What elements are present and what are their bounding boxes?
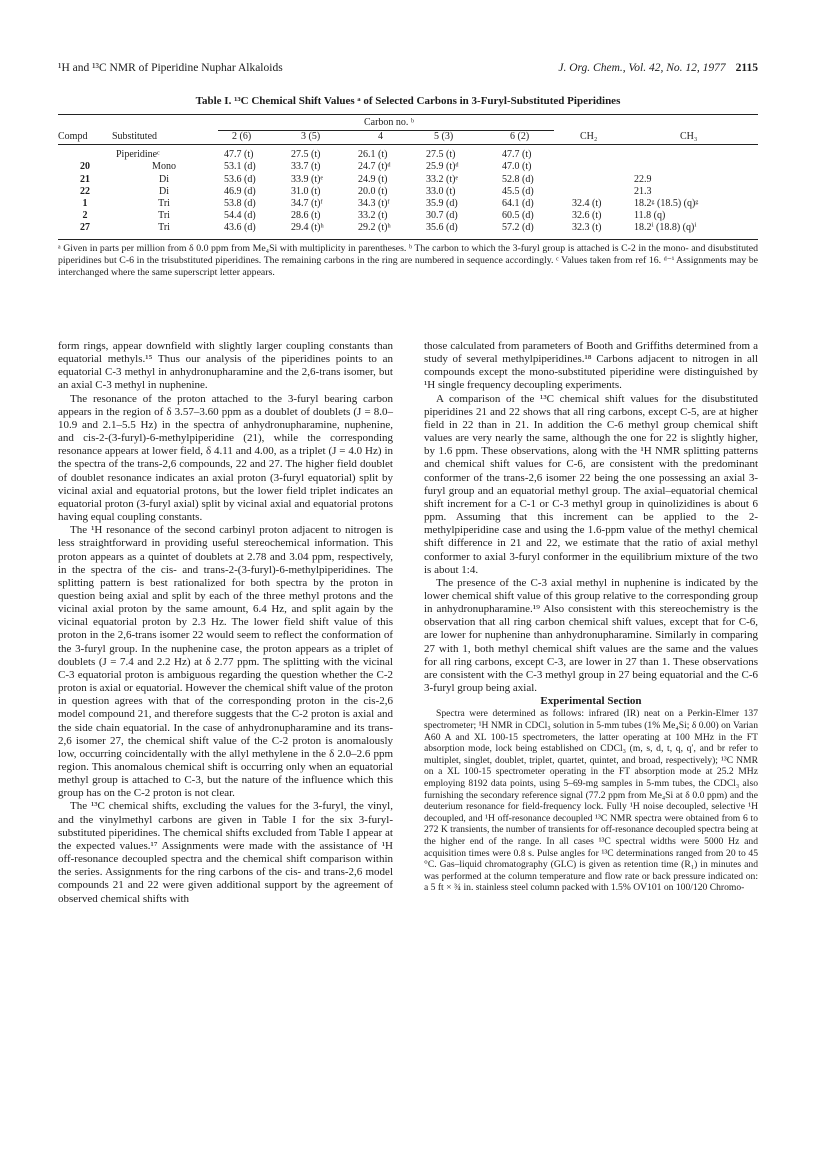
table-cell: 34.7 (t)ᶠ (291, 197, 323, 209)
row-label: Piperidineᶜ (116, 149, 160, 161)
right-column (424, 340, 758, 894)
table-cell: 29.2 (t)ʰ (358, 222, 391, 234)
table-cell: 43.6 (d) (224, 222, 256, 234)
table-cell: 47.7 (t) (224, 149, 254, 161)
table-subheader-row (58, 117, 758, 131)
table-cell: 35.6 (d) (426, 222, 458, 234)
table-cell: 25.9 (t)ᵈ (426, 161, 459, 173)
table-cell: 26.1 (t) (358, 149, 388, 161)
paragraph: The presence of the C-3 axial methyl in nuphenine is indicated by the lower chemical shift value of this group relative to the corresponding group in anhydronupharamine.¹⁹ Also consistent with this stereochemistry is the observation that all ring carbon chemical shift values, except that for C-6, are lower for nuphenine than anhydronupharamine. Similarly in comparing 27 with 1, both methyl chemical shift values are the same and the values for all ring carbons, except C-3, are lower in 27 than 1. These observations are consistent with the C-3 methyl group in 27 being equatorial and the C-6 3-furyl group being axial. (424, 576, 758, 695)
table-cell: 27.5 (t) (291, 149, 321, 161)
table-cell: 45.5 (d) (502, 185, 534, 197)
col-header: CH₃ (680, 131, 698, 142)
substitution: Mono (152, 161, 176, 173)
compound-number: 2 (82, 210, 88, 222)
table-cell: 33.9 (t)ᵉ (291, 173, 324, 185)
table-row (58, 149, 758, 161)
table-cell: 53.8 (d) (224, 197, 256, 209)
paragraph: The resonance of the proton attached to the 3-furyl bearing carbon appears in the region of δ 3.57–3.60 ppm as a doublet of doublets (J = 8.0–10.9 and 2.1–5.5 Hz) in the spectra of anhydronupharamine, nuphenine, and cis-2-(3-furyl)-6-methylpiperidine (21), while the corresponding resonance appears at lower field, δ 4.11 and 4.00, as a triplet (J = 4.0 Hz) in the spectra of the trans-2,6 compounds, 22 and 27. The higher field doublet of doublet resonance indicates an axial proton (3-furyl equatorial) split by vicinal axial and equatorial protons, but the lower field triplet indicates an equatorial proton (3-furyl axial) split by vicinal axial and equatorial protons having equal coupling constants. (58, 392, 393, 524)
journal-citation (558, 62, 758, 74)
table-cell: 46.9 (d) (224, 185, 256, 197)
paragraph: The ¹³C chemical shifts, excluding the values for the 3-furyl, the vinyl, and the vinylmethyl carbons are given in Table I for the six 3-furyl-substituted piperidines. The chemical shifts excluded from Table I appear at the expected values.¹⁷ Assignments were made with the assistance of ¹H off-resonance decoupled spectra and the chemical shift comparison within the series. Assignments for the ring carbons of the cis- and trans-2,6 model compounds 21 and 22 were given additional support by the agreement of observed chemical shifts with (58, 800, 393, 905)
table-cell: 53.6 (d) (224, 173, 256, 185)
table-cell: 18.2ⁱ (18.8) (q)ⁱ (634, 222, 697, 234)
paragraph: The ¹H resonance of the second carbinyl proton adjacent to nitrogen is less straightforward in providing useful stereochemical information. This proton appears as a quintet of doublets at 2.78 and 3.04 ppm, respectively, in the spectra of the cis- and trans-2-(3-furyl)-6-methylpiperidines. The splitting pattern is best rationalized for both spectra by the proton in question being axial and split by each of the three methyl protons and the vicinal axial proton by the same amount, 6.4 Hz, and split again by the vicinal equatorial proton by 2.3 Hz. The lower field shift value of this proton in the 2,6-trans isomer 22 would seem to reflect the conformation of the 3-furyl group. In the nuphenine case, the proton appears as a triplet of doublets (J = 7.4 and 2.2 Hz) at δ 2.77 ppm. The splitting with the vicinal C-3 equatorial proton is ambiguous regarding the question whether the C-2 proton is axial or equatorial. However the chemical shift value of the proton in question agrees with that of the corresponding proton in the cis-2,6 model compound 21, and therefore suggests that the C-2 proton is axial and the side chain equatorial. In the case of anhydronupharamine and its trans-2,6 isomer 27, the chemical shift value of the C-2 proton is anomalously low, occurring coincidentally with the allyl methylene in the δ 2.0–2.6 ppm region. This anomalous chemical shift is occurring only when an equatorial methyl group is attached to C-3, but the nature of the influence which this group has on the C-2 proton is not clear. (58, 524, 393, 800)
table-cell: 33.2 (t) (358, 210, 388, 222)
compound-number: 27 (80, 222, 90, 234)
col-header: CH₂ (580, 131, 598, 142)
table-row (58, 174, 758, 186)
table-cell: 28.6 (t) (291, 210, 321, 222)
compound-number: 1 (82, 197, 88, 209)
running-title: ¹H and ¹³C NMR of Piperidine Nuphar Alkaloids (58, 62, 283, 74)
col-header: 2 (6) (232, 131, 252, 142)
journal-name: J. Org. Chem., Vol. 42, No. 12, 1977 (558, 62, 726, 74)
table-cell: 47.0 (t) (502, 161, 532, 173)
col-header: Compd (58, 131, 88, 142)
section-heading: Experimental Section (540, 695, 642, 708)
compound-number: 22 (80, 185, 90, 197)
col-header: 3 (5) (301, 131, 321, 142)
table-row (58, 222, 758, 234)
table-cell: 24.9 (t) (358, 173, 388, 185)
table-cell: 32.4 (t) (572, 197, 602, 209)
table-cell: 29.4 (t)ʰ (291, 222, 324, 234)
table-cell: 32.3 (t) (572, 222, 602, 234)
shift-table (58, 114, 758, 240)
table-cell: 54.4 (d) (224, 210, 256, 222)
table-cell: 21.3 (634, 185, 652, 197)
running-header (58, 62, 758, 80)
paragraph: form rings, appear downfield with slightly larger coupling constants than equatorial methyls.¹⁵ Thus our analysis of the piperidines points to an equatorial C-3 methyl in anhydronupharamine and the 2,6-trans isomer, but an axial C-3 methyl in nuphenine. (58, 340, 393, 392)
table-cell: 33.0 (t) (426, 185, 456, 197)
left-column (58, 340, 393, 906)
table-footnote: ᵃ Given in parts per million from δ 0.0 ppm from Me₄Si with multiplicity in parentheses. ᵇ The carbon to which the 3-furyl group is attached is C-2 in the mono- and disubstituted piperidines but C-6 in the trisubstituted piperidines. The remaining carbons in the ring are numbered in sequence accordingly. ᶜ Values taken from ref 16. ᵈ⁻ⁱ Assignments may be interchanged where the same superscript letter appears. (58, 243, 758, 278)
table-cell: 33.7 (t) (291, 161, 321, 173)
table-cell: 24.7 (t)ᵈ (358, 161, 391, 173)
table-cell: 35.9 (d) (426, 197, 458, 209)
table-cell: 53.1 (d) (224, 161, 256, 173)
col-header: Substituted (112, 131, 158, 142)
table-cell: 52.8 (d) (502, 173, 534, 185)
substitution: Di (159, 173, 169, 185)
table-cell: 27.5 (t) (426, 149, 456, 161)
paragraph: Spectra were determined as follows: infrared (IR) neat on a Perkin-Elmer 137 spectrometer; ¹H NMR in CDCl₃ solution in 5-mm tubes (1% Me₄Si; δ 0.00) on Varian A60 A and XL 100-15 spectrometers, the latter operating at 100 MHz in the FT absorption mode, lock being established on CDCl₃ (m, s, d, t, q, q′, and br refer to multiplet, singlet, doublet, triplet, quartet, quintet, and broad, respectively); ¹³C NMR on a XL 100-15 spectrometer operating in the FT absorption mode at 25.2 MHz employing 8192 data points, using 5–69-mg samples in 5-mm tubes, the CDCl₃ also furnishing the secondary reference signal (77.2 ppm from Me₄Si at δ 0.0 ppm) and the deuterium resonance for field-frequency lock. Fully ¹H noise decoupled, selective ¹H decoupled, and ¹H off-resonance decoupled ¹³C NMR spectra were obtained from 6 to 272 K transients, the number of transients for off-resonance decoupled spectra being at the higher end of the range. In all cases ¹³C spectral widths were 5000 Hz and acquisition times were 0.8 s. Pulse angles for ¹³C determinations ranged from 20 to 45 °C. Gas–liquid chromatography (GLC) is given as retention time (R₁) in minutes and was performed at the column temperature and flow rate or back pressure indicated on: a 5 ft × ¾ in. stainless steel column packed with 1.5% OV101 on 100/120 Chromo- (424, 708, 758, 894)
col-header: 5 (3) (434, 131, 454, 142)
substitution: Di (159, 185, 169, 197)
table-cell: 31.0 (t) (291, 185, 321, 197)
col-header: 4 (378, 131, 383, 142)
table-cell: 60.5 (d) (502, 210, 534, 222)
table-row (58, 186, 758, 198)
table-cell: 32.6 (t) (572, 210, 602, 222)
table-cell: 57.2 (d) (502, 222, 534, 234)
paragraph: A comparison of the ¹³C chemical shift values for the disubstituted piperidines 21 and 22 shows that all ring carbons, except C-5, are at higher field in 22 than in 21. In addition the C-6 methyl group chemical shift values are very nearly the same, although the one for 22 is slightly higher, by 1.6 ppm. These observations, along with the ¹H NMR splitting patterns and chemical shift values for C-6, are consistent with the predominant conformer of the trans-2,6 isomer 22 being the one possessing an axial 3-furyl group and an equatorial methyl group. The axial–equatorial chemical shift increment for a C-1 or C-3 methyl group in quinolizidines is about 6 ppm. Assuming that this increment can be applied to the 2-methylpiperidine case and using the 1.6-ppm value of the methyl chemical shift difference in 21 and 22, we estimate that the ratio of axial methyl conformer to axial 3-furyl conformer in the equilibrium mixture of the two is about 1:4. (424, 392, 758, 576)
compound-number: 20 (80, 161, 90, 173)
substitution: Tri (158, 222, 170, 234)
table-cell: 20.0 (t) (358, 185, 388, 197)
table-cell: 22.9 (634, 173, 652, 185)
table-row (58, 161, 758, 173)
table-cell: 33.2 (t)ᵉ (426, 173, 459, 185)
table-cell: 34.3 (t)ᶠ (358, 197, 390, 209)
table-row (58, 198, 758, 210)
table-header-row (58, 131, 758, 143)
paragraph: those calculated from parameters of Booth and Griffiths determined from a study of several methylpiperidines.¹⁸ Carbons adjacent to nitrogen in all compounds except the mono-substituted piperidine were distinguished by ¹H single frequency decoupling experiments. (424, 340, 758, 392)
table-cell: 11.8 (q) (634, 210, 666, 222)
table-cell: 64.1 (d) (502, 197, 534, 209)
substitution: Tri (158, 197, 170, 209)
substitution: Tri (158, 210, 170, 222)
table-title: Table I. ¹³C Chemical Shift Values ᵃ of Selected Carbons in 3-Furyl-Substituted Piperidines (195, 95, 621, 107)
page-number: 2115 (735, 62, 758, 74)
col-header: 6 (2) (510, 131, 530, 142)
compound-number: 21 (80, 173, 90, 185)
table-cell: 30.7 (d) (426, 210, 458, 222)
table-cell: 47.7 (t) (502, 149, 532, 161)
table-row (58, 210, 758, 222)
carbon-no-header: Carbon no. ᵇ (363, 117, 415, 128)
table-cell: 18.2ᵍ (18.5) (q)ᵍ (634, 197, 699, 209)
